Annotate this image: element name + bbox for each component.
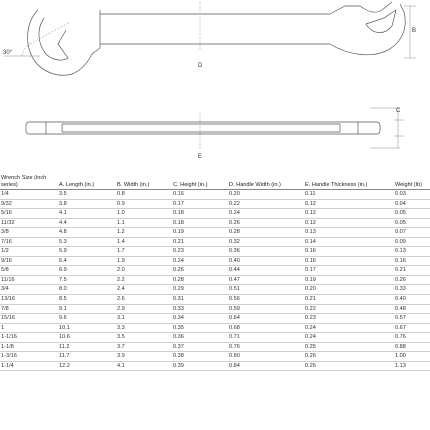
table-cell: 2.0 (116, 266, 172, 276)
table-cell: 0.25 (304, 342, 394, 352)
table-cell: 5.9 (58, 247, 116, 257)
wrench-dimension-diagram (0, 0, 430, 168)
table-cell: 1.4 (116, 237, 172, 247)
table-row (0, 342, 430, 352)
table-cell: 15/16 (0, 314, 58, 324)
table-cell: 6.4 (58, 256, 116, 266)
table-cell: 0.24 (172, 256, 228, 266)
table-row (0, 190, 430, 200)
table-cell: 11.2 (58, 342, 116, 352)
table-cell: 0.21 (172, 237, 228, 247)
table-cell: 6.9 (58, 266, 116, 276)
table-cell: 0.34 (172, 314, 228, 324)
table-cell: 0.56 (228, 295, 304, 305)
table-cell: 0.16 (304, 247, 394, 257)
table-cell: 2.6 (116, 295, 172, 305)
table-cell: 5.3 (58, 237, 116, 247)
table-cell: 4.8 (58, 228, 116, 238)
table-cell: 0.11 (304, 190, 394, 200)
table-cell: 0.05 (394, 218, 430, 228)
table-cell: 0.21 (394, 266, 430, 276)
table-cell: 0.23 (172, 247, 228, 257)
table-cell: 0.12 (304, 199, 394, 209)
table-cell: 0.12 (304, 218, 394, 228)
wrench-spec-table (0, 170, 430, 371)
table-cell: 0.47 (228, 275, 304, 285)
table-cell: 1.2 (116, 228, 172, 238)
table-cell: 0.40 (394, 295, 430, 305)
table-cell: 2.9 (116, 304, 172, 314)
dimension-lines (4, 2, 416, 150)
table-cell: 10.1 (58, 323, 116, 333)
table-cell: 0.07 (394, 228, 430, 238)
dim-label-b: B (412, 28, 417, 34)
table-cell: 0.32 (228, 237, 304, 247)
table-row (0, 285, 430, 295)
table-cell: 0.26 (228, 218, 304, 228)
table-cell: 0.9 (116, 199, 172, 209)
table-cell: 0.22 (228, 199, 304, 209)
table-cell: 0.13 (394, 247, 430, 257)
dim-label-e: E (198, 154, 203, 160)
table-cell: 0.17 (172, 199, 228, 209)
table-cell: 0.36 (228, 247, 304, 257)
table-cell: 0.8 (116, 190, 172, 200)
dim-label-d: D (198, 63, 203, 69)
table-cell: 0.14 (304, 237, 394, 247)
table-cell: 9.1 (58, 304, 116, 314)
table-cell: 0.76 (394, 333, 430, 343)
table-cell: 4.1 (116, 361, 172, 371)
table-cell: 0.18 (172, 209, 228, 219)
table-cell: 0.64 (228, 314, 304, 324)
table-cell: 0.28 (172, 275, 228, 285)
table-cell: 3/4 (0, 285, 58, 295)
table-cell: 9/32 (0, 199, 58, 209)
table-cell: 0.29 (172, 285, 228, 295)
table-row (0, 256, 430, 266)
table-row (0, 228, 430, 238)
dim-label-c: C (396, 108, 401, 114)
table-cell: 7.5 (58, 275, 116, 285)
table-cell: 0.38 (172, 352, 228, 362)
table-cell: 11.7 (58, 352, 116, 362)
table-cell: 0.16 (394, 256, 430, 266)
col-header-length: A. Length (in.) (58, 170, 116, 190)
table-cell: 13/16 (0, 295, 58, 305)
table-row (0, 247, 430, 257)
table-cell: 0.19 (172, 228, 228, 238)
table-cell: 0.88 (394, 342, 430, 352)
table-cell: 0.16 (304, 256, 394, 266)
table-cell: 0.21 (304, 295, 394, 305)
table-row (0, 304, 430, 314)
table-cell: 0.36 (172, 333, 228, 343)
table-cell: 1/2 (0, 247, 58, 257)
col-header-handle-width: D. Handle Width (in.) (228, 170, 304, 190)
table-cell: 1-1/16 (0, 333, 58, 343)
table-cell: 0.40 (228, 256, 304, 266)
table-cell: 3.7 (116, 342, 172, 352)
table-cell: 1-1/8 (0, 342, 58, 352)
table-cell: 0.22 (304, 304, 394, 314)
table-cell: 0.33 (394, 285, 430, 295)
table-cell: 8.5 (58, 295, 116, 305)
table-header-row (0, 170, 430, 190)
table-cell: 3.3 (116, 323, 172, 333)
table-cell: 0.20 (228, 190, 304, 200)
table-cell: 1-1/4 (0, 361, 58, 371)
angle-label: 30° (3, 50, 13, 56)
table-cell: 2.2 (116, 275, 172, 285)
table-cell: 9.6 (58, 314, 116, 324)
table-row (0, 323, 430, 333)
table-cell: 5/8 (0, 266, 58, 276)
table-cell: 0.04 (394, 199, 430, 209)
table-cell: 0.16 (172, 190, 228, 200)
table-cell: 11/16 (0, 275, 58, 285)
table-cell: 0.12 (304, 209, 394, 219)
table-row (0, 199, 430, 209)
table-cell: 3.1 (116, 314, 172, 324)
col-header-height: C. Height (in.) (172, 170, 228, 190)
table-cell: 0.23 (304, 314, 394, 324)
col-header-width: B. Width (in.) (116, 170, 172, 190)
table-cell: 8.0 (58, 285, 116, 295)
table-cell: 0.26 (304, 352, 394, 362)
table-cell: 4.1 (58, 209, 116, 219)
table-cell: 0.48 (394, 304, 430, 314)
table-cell: 0.17 (304, 266, 394, 276)
table-cell: 3.8 (58, 199, 116, 209)
table-cell: 0.24 (304, 323, 394, 333)
table-row (0, 361, 430, 371)
table-row (0, 333, 430, 343)
table-cell: 0.24 (228, 209, 304, 219)
table-cell: 1.9 (116, 256, 172, 266)
table-body (0, 190, 430, 371)
table-cell: 3/8 (0, 228, 58, 238)
table-cell: 7/8 (0, 304, 58, 314)
table-cell: 3.5 (58, 190, 116, 200)
table-cell: 0.59 (228, 304, 304, 314)
table-cell: 1 (0, 323, 58, 333)
table-cell: 0.28 (228, 228, 304, 238)
wrench-top-view (28, 2, 406, 75)
table-cell: 1/4 (0, 190, 58, 200)
table-row (0, 237, 430, 247)
table-cell: 0.19 (304, 275, 394, 285)
table-cell: 0.35 (172, 323, 228, 333)
table-cell: 0.26 (304, 361, 394, 371)
table-cell: 0.44 (228, 266, 304, 276)
table-cell: 3.5 (116, 333, 172, 343)
table-cell: 0.09 (394, 237, 430, 247)
table-cell: 11/32 (0, 218, 58, 228)
table-cell: 0.24 (304, 333, 394, 343)
table-row (0, 314, 430, 324)
table-cell: 0.39 (172, 361, 228, 371)
col-header-handle-thickness: E. Handle Thickness (in.) (304, 170, 394, 190)
table-row (0, 218, 430, 228)
table-cell: 0.33 (172, 304, 228, 314)
wrench-side-view (26, 122, 380, 134)
table-cell: 0.71 (228, 333, 304, 343)
col-header-size: Wrench Size (inch series) (0, 170, 58, 190)
col-header-weight: Weight (lb) (394, 170, 430, 190)
table-cell: 1.13 (394, 361, 430, 371)
table-cell: 0.76 (228, 342, 304, 352)
table-cell: 0.26 (394, 275, 430, 285)
table-cell: 0.18 (172, 218, 228, 228)
table-cell: 0.20 (304, 285, 394, 295)
table-cell: 1.1 (116, 218, 172, 228)
table-row (0, 209, 430, 219)
table-row (0, 275, 430, 285)
table-cell: 0.37 (172, 342, 228, 352)
table-cell: 1.00 (394, 352, 430, 362)
table-cell: 0.68 (228, 323, 304, 333)
table-cell: 0.51 (228, 285, 304, 295)
table-cell: 12.2 (58, 361, 116, 371)
table-cell: 7/16 (0, 237, 58, 247)
table-cell: 0.26 (172, 266, 228, 276)
table-cell: 2.4 (116, 285, 172, 295)
table-cell: 9/16 (0, 256, 58, 266)
table-cell: 0.67 (394, 323, 430, 333)
table-cell: 0.03 (394, 190, 430, 200)
table-cell: 0.80 (228, 352, 304, 362)
table-row (0, 266, 430, 276)
table-cell: 0.57 (394, 314, 430, 324)
table-cell: 10.6 (58, 333, 116, 343)
table-cell: 0.84 (228, 361, 304, 371)
table-cell: 1.7 (116, 247, 172, 257)
table-cell: 5/16 (0, 209, 58, 219)
table-cell: 0.31 (172, 295, 228, 305)
table-cell: 1-3/16 (0, 352, 58, 362)
table-row (0, 295, 430, 305)
table-cell: 4.4 (58, 218, 116, 228)
table-cell: 3.9 (116, 352, 172, 362)
table-cell: 0.13 (304, 228, 394, 238)
table-row (0, 352, 430, 362)
table-cell: 1.0 (116, 209, 172, 219)
table-cell: 0.05 (394, 209, 430, 219)
